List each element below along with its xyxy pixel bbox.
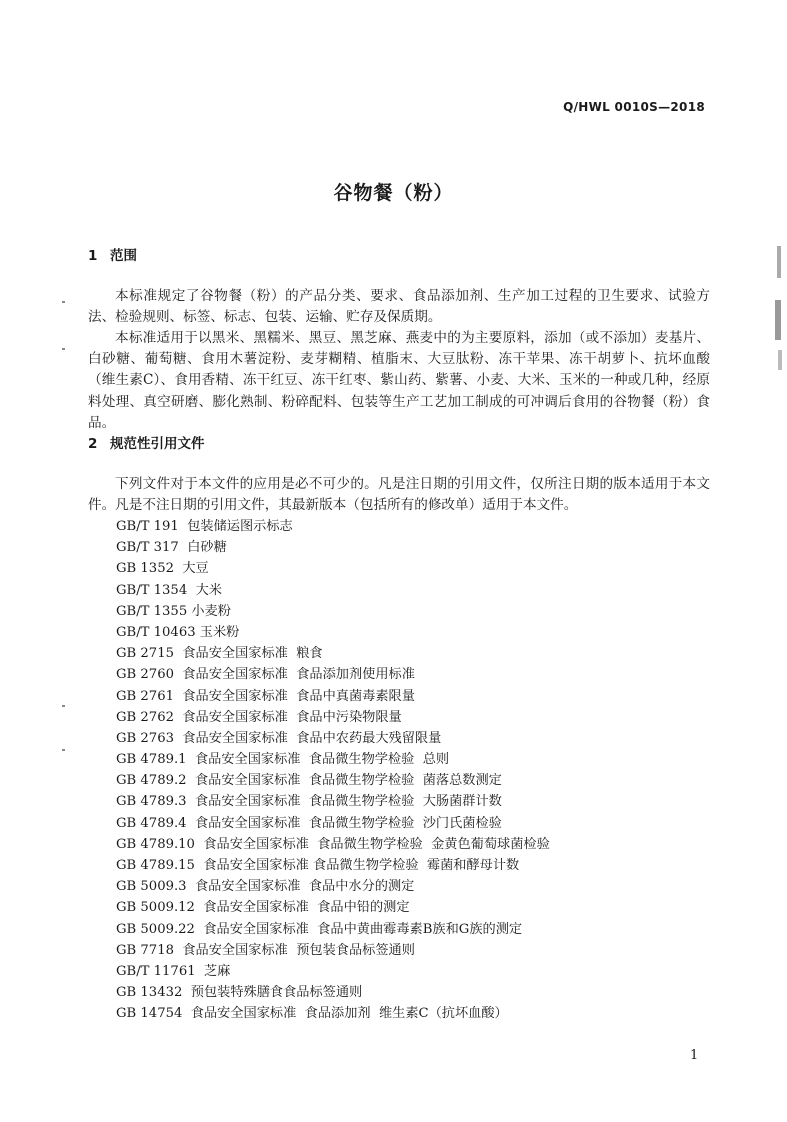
reference-item: GB 5009.12 食品安全国家标准 食品中铅的测定 <box>116 900 410 916</box>
section-number: 1 <box>88 248 98 264</box>
reference-item: GB 2763 食品安全国家标准 食品中农药最大残留限量 <box>116 730 442 746</box>
scan-edge-mark <box>777 246 781 278</box>
reference-item: GB 2762 食品安全国家标准 食品中污染物限量 <box>116 709 402 725</box>
reference-item: GB 4789.10 食品安全国家标准 食品微生物学检验 金黄色葡萄球菌检验 <box>116 836 550 852</box>
reference-item: GB 14754 食品安全国家标准 食品添加剂 维生素C（抗坏血酸） <box>116 1006 508 1022</box>
reference-item: GB 2760 食品安全国家标准 食品添加剂使用标准 <box>116 667 415 683</box>
references-intro-paragraph: 下列文件对于本文件的应用是必不可少的。凡是注日期的引用文件，仅所注日期的版本适用于本文件。凡是不注日期的引用文件，其最新版本（包括所有的修改单）适用于本文件。 <box>88 476 710 514</box>
scan-speck <box>62 348 65 350</box>
section-number: 2 <box>88 436 98 452</box>
reference-item: GB/T 1355 小麦粉 <box>116 603 231 619</box>
scan-edge-mark <box>775 300 781 340</box>
reference-item: GB/T 317 白砂糖 <box>116 540 227 556</box>
document-title: 谷物餐（粉） <box>333 182 454 204</box>
scan-speck <box>62 705 65 707</box>
reference-item: GB/T 191 包装储运图示标志 <box>116 519 293 534</box>
section-title: 规范性引用文件 <box>110 436 205 452</box>
reference-list <box>116 516 550 1025</box>
reference-item: GB 1352 大豆 <box>116 561 209 577</box>
standard-code: Q/HWL 0010S—2018 <box>563 100 705 114</box>
scan-speck <box>62 749 65 751</box>
scan-edge-mark <box>778 350 782 370</box>
scan-speck <box>62 301 65 303</box>
section-heading-normative-references <box>88 432 205 452</box>
scope-paragraph-2: 本标准适用于以黑米、黑糯米、黑豆、黑芝麻、燕麦中的为主要原料，添加（或不添加）麦基片、白砂糖、葡萄糖、食用木薯淀粉、麦芽糊精、植脂末、大豆肽粉、冻干苹果、冻干胡萝卜、抗坏血酸（维生素C）、食用香精、冻干红豆、冻干红枣、紫山药、紫薯、小麦、大米、玉米的一种或几种，经原料处理、真空研磨、膨化熟制、粉碎配料、包装等生产工艺加工制成的可冲调后食用的谷物餐（粉）食品。 <box>88 330 710 431</box>
scope-paragraph-1: 本标准规定了谷物餐（粉）的产品分类、要求、食品添加剂、生产加工过程的卫生要求、试验方法、检验规则、标签、标志、包装、运输、贮存及保质期。 <box>88 288 710 326</box>
reference-item: GB 5009.22 食品安全国家标准 食品中黄曲霉毒素B族和G族的测定 <box>116 921 523 937</box>
reference-item: GB 4789.4 食品安全国家标准 食品微生物学检验 沙门氏菌检验 <box>116 815 502 831</box>
reference-item: GB 4789.1 食品安全国家标准 食品微生物学检验 总则 <box>116 752 450 768</box>
reference-item: GB/T 11761 芝麻 <box>116 963 231 979</box>
page-number: 1 <box>690 1048 699 1063</box>
reference-item: GB 4789.15 食品安全国家标准 食品微生物学检验 霉菌和酵母计数 <box>116 858 520 873</box>
reference-item: GB 7718 食品安全国家标准 预包装食品标签通则 <box>116 942 415 958</box>
reference-item: GB/T 10463 玉米粉 <box>116 624 240 640</box>
reference-item: GB 13432 预包装特殊膳食食品标签通则 <box>116 985 363 1001</box>
section-title: 范围 <box>110 248 137 264</box>
reference-item: GB 2715 食品安全国家标准 粮食 <box>116 646 323 662</box>
reference-item: GB 4789.3 食品安全国家标准 食品微生物学检验 大肠菌群计数 <box>116 794 502 810</box>
reference-item: GB/T 1354 大米 <box>116 582 222 598</box>
reference-item: GB 5009.3 食品安全国家标准 食品中水分的测定 <box>116 879 415 895</box>
reference-item: GB 2761 食品安全国家标准 食品中真菌毒素限量 <box>116 688 415 704</box>
section-heading-scope <box>88 244 137 264</box>
reference-item: GB 4789.2 食品安全国家标准 食品微生物学检验 菌落总数测定 <box>116 773 502 789</box>
